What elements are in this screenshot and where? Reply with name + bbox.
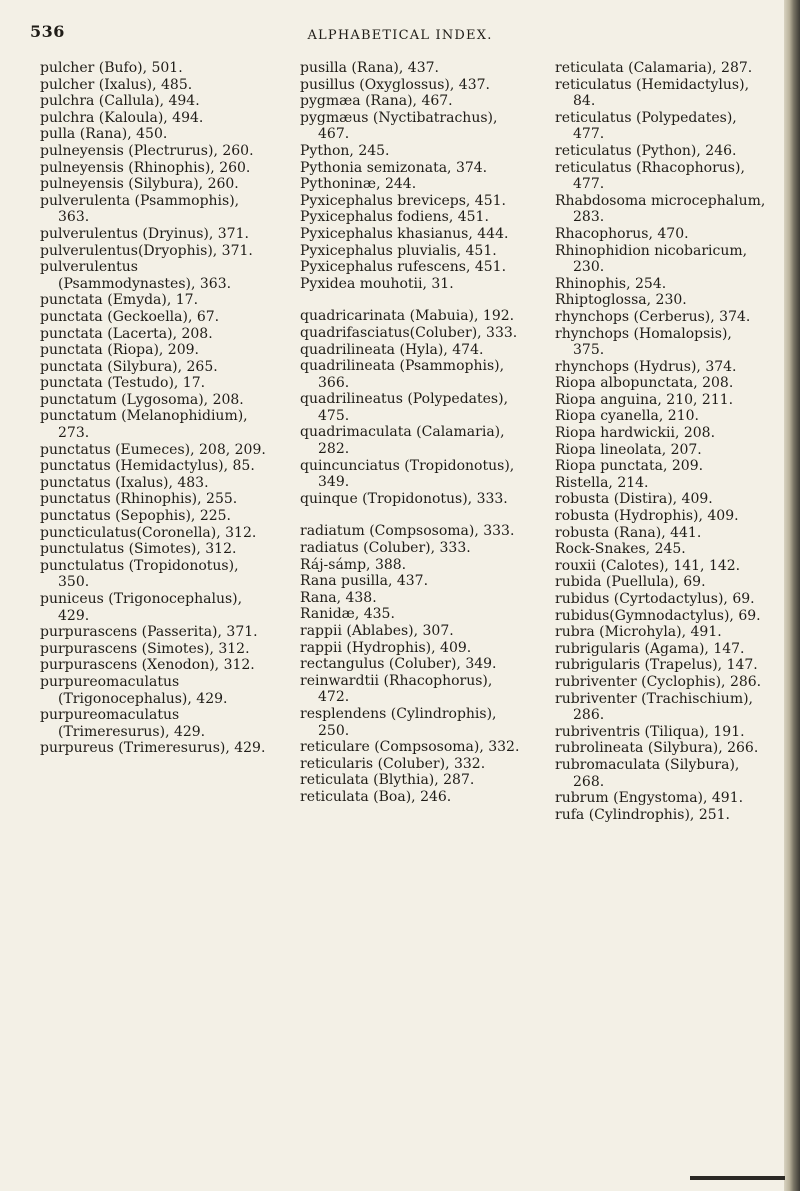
index-entry: rufa (Cylindrophis), 251.: [555, 806, 730, 823]
index-entry: rhynchops (Hydrus), 374.: [555, 358, 737, 375]
index-entry: robusta (Distira), 409.: [555, 491, 713, 508]
index-entry: Riopa anguina, 210, 211.: [555, 391, 734, 408]
index-entry: rubriventer (Cyclophis), 286.: [555, 673, 762, 690]
index-entry: pulverulentus(Dryophis), 371.: [40, 242, 253, 259]
index-entry: pusilla (Rana), 437.: [300, 60, 439, 76]
index-entry: quincunciatus (Tropidonotus), 349.: [300, 457, 515, 491]
book-edge: [784, 0, 800, 1191]
index-entry: Rana pusilla, 437.: [300, 573, 429, 590]
index-entry: quadricarinata (Mabuia), 192.: [300, 308, 515, 325]
index-entry: rubra (Microhyla), 491.: [555, 624, 722, 641]
index-entry: pulla (Rana), 450.: [40, 126, 168, 143]
index-entry: rubidus (Cyrtodactylus), 69.: [555, 591, 755, 607]
index-entry: reticulatus (Hemidactylus), 84.: [555, 76, 750, 110]
index-entry: robusta (Rana), 441.: [555, 524, 702, 541]
index-entry: rappii (Ablabes), 307.: [300, 623, 454, 639]
index-entry: pusillus (Oxyglossus), 437.: [300, 76, 490, 93]
index-entry: Rana, 438.: [300, 589, 377, 606]
index-entry: punctata (Testudo), 17.: [40, 375, 206, 392]
index-entry: purpureomaculatus (Trimeresurus), 429.: [40, 707, 206, 740]
index-entry: reticulatus (Rhacophorus), 477.: [555, 159, 745, 193]
index-entry: punctatus (Eumeces), 208, 209.: [40, 441, 266, 458]
index-entry: Pyxicephalus khasianus, 444.: [300, 225, 509, 242]
index-entry: punctulatus (Simotes), 312.: [40, 541, 237, 558]
index-entry: rhynchops (Homalopsis), 375.: [555, 325, 732, 359]
index-entry: rubrigularis (Trapelus), 147.: [555, 657, 758, 674]
index-entry: pulneyensis (Silybura), 260.: [40, 176, 239, 193]
index-entry: Python, 245.: [300, 142, 390, 159]
section-spacer: [300, 292, 525, 308]
index-entry: pulchra (Callula), 494.: [40, 93, 200, 110]
index-entry: pulcher (Ixalus), 485.: [40, 76, 193, 93]
index-entry: punctatum (Melanophidium), 273.: [40, 408, 248, 442]
index-entry: pygmæus (Nyctibatrachus), 467.: [300, 109, 498, 143]
index-entry: Riopa lineolata, 207.: [555, 441, 702, 458]
index-entry: reticulata (Boa), 246.: [300, 788, 452, 805]
index-entry: reticulata (Calamaria), 287.: [555, 60, 753, 76]
index-entry: punctatum (Lygosoma), 208.: [40, 391, 244, 408]
index-entry: rouxii (Calotes), 141, 142.: [555, 557, 741, 574]
index-entry: pulverulentus (Dryinus), 371.: [40, 225, 249, 242]
index-entry: reticulatus (Polypedates), 477.: [555, 109, 737, 143]
index-entry: resplendens (Cylindrophis), 250.: [300, 705, 497, 739]
index-entry: quadrimaculata (Calamaria), 282.: [300, 424, 505, 458]
index-column-right: [555, 60, 767, 823]
index-entry: rhynchops (Cerberus), 374.: [555, 308, 751, 325]
index-entry: rubromaculata (Silybura), 268.: [555, 756, 740, 790]
bottom-edge-mark: [690, 1176, 785, 1180]
index-entry: punctata (Emyda), 17.: [40, 292, 199, 309]
index-entry: Riopa hardwickii, 208.: [555, 425, 716, 442]
index-entry: punctata (Geckoella), 67.: [40, 308, 220, 325]
index-entry: rubida (Puellula), 69.: [555, 574, 706, 591]
index-entry: radiatum (Compsosoma), 333.: [300, 523, 515, 540]
index-entry: Pyxicephalus pluvialis, 451.: [300, 242, 497, 259]
index-entry: puncticulatus(Coronella), 312.: [40, 524, 257, 541]
index-entry: Pyxicephalus breviceps, 451.: [300, 192, 506, 209]
index-entry: quadrilineata (Hyla), 474.: [300, 341, 484, 358]
index-entry: rubriventris (Tiliqua), 191.: [555, 723, 745, 740]
index-entry: puniceus (Trigonocephalus), 429.: [40, 591, 243, 624]
index-entry: purpureomaculatus (Trigonocephalus), 429.: [40, 673, 228, 707]
index-entry: rubidus(Gymnodactylus), 69.: [555, 607, 761, 624]
index-entry: purpurascens (Xenodon), 312.: [40, 657, 255, 674]
index-entry: reticularis (Coluber), 332.: [300, 755, 486, 772]
index-entry: punctatus (Sepophis), 225.: [40, 508, 231, 525]
index-entry: purpureus (Trimeresurus), 429.: [40, 740, 266, 757]
index-entry: punctatus (Ixalus), 483.: [40, 474, 209, 491]
index-entry: reinwardtii (Rhacophorus), 472.: [300, 672, 493, 706]
index-entry: rectangulus (Coluber), 349.: [300, 656, 497, 673]
page-number: 536: [30, 22, 65, 41]
index-entry: rappii (Hydrophis), 409.: [300, 639, 472, 656]
index-entry: Pythonia semizonata, 374.: [300, 159, 488, 176]
index-entry: Pyxidea mouhotii, 31.: [300, 275, 454, 292]
index-entry: quadrifasciatus(Coluber), 333.: [300, 324, 518, 341]
running-title: ALPHABETICAL INDEX.: [307, 28, 493, 43]
index-entry: Rhinophis, 254.: [555, 275, 667, 292]
section-spacer: [300, 507, 525, 523]
index-entry: pulverulenta (Psammophis), 363.: [40, 192, 240, 226]
index-entry: rubrolineata (Silybura), 266.: [555, 740, 759, 757]
index-entry: punctatus (Hemidactylus), 85.: [40, 458, 255, 475]
index-entry: Rhiptoglossa, 230.: [555, 292, 687, 309]
index-entry: Rock-Snakes, 245.: [555, 541, 686, 558]
index-entry: quinque (Tropidonotus), 333.: [300, 490, 508, 507]
index-entry: robusta (Hydrophis), 409.: [555, 508, 739, 525]
index-entry: pulcher (Bufo), 501.: [40, 60, 183, 76]
index-entry: Rhinophidion nicobaricum, 230.: [555, 242, 748, 276]
index-entry: reticulata (Blythia), 287.: [300, 772, 475, 789]
index-entry: Ranidæ, 435.: [300, 606, 395, 623]
index-entry: radiatus (Coluber), 333.: [300, 540, 471, 557]
index-entry: Riopa punctata, 209.: [555, 458, 704, 475]
index-entry: rubriventer (Trachischium), 286.: [555, 690, 754, 724]
index-entry: quadrilineatus (Polypedates), 475.: [300, 391, 509, 424]
index-entry: Ráj-sámp, 388.: [300, 556, 407, 573]
index-entry: reticulare (Compsosoma), 332.: [300, 739, 520, 756]
index-entry: punctata (Silybura), 265.: [40, 358, 218, 375]
index-entry: Rhacophorus, 470.: [555, 225, 689, 242]
index-entry: pulneyensis (Plectrurus), 260.: [40, 142, 254, 159]
index-entry: punctata (Riopa), 209.: [40, 342, 199, 359]
index-entry: pulneyensis (Rhinophis), 260.: [40, 159, 251, 176]
index-entry: purpurascens (Simotes), 312.: [40, 640, 250, 657]
index-entry: Riopa albopunctata, 208.: [555, 375, 734, 392]
index-entry: punctata (Lacerta), 208.: [40, 325, 213, 342]
index-entry: Riopa cyanella, 210.: [555, 408, 699, 425]
index-entry: Rhabdosoma microcephalum, 283.: [555, 192, 766, 226]
index-entry: rubrum (Engystoma), 491.: [555, 790, 744, 807]
index-entry: reticulatus (Python), 246.: [555, 142, 737, 159]
index-entry: punctatus (Rhinophis), 255.: [40, 491, 238, 508]
index-entry: Pyxicephalus rufescens, 451.: [300, 259, 507, 276]
index-column-middle: [300, 60, 525, 806]
index-entry: pulchra (Kaloula), 494.: [40, 109, 204, 126]
index-entry: purpurascens (Passerita), 371.: [40, 624, 258, 641]
index-column-left: [40, 60, 270, 757]
index-entry: Ristella, 214.: [555, 474, 649, 491]
index-entry: Pythoninæ, 244.: [300, 176, 417, 193]
index-entry: Pyxicephalus fodiens, 451.: [300, 209, 489, 226]
index-entry: quadrilineata (Psammophis), 366.: [300, 358, 505, 391]
index-entry: punctulatus (Tropidonotus), 350.: [40, 557, 239, 591]
index-entry: pygmæa (Rana), 467.: [300, 93, 453, 110]
index-entry: rubrigularis (Agama), 147.: [555, 640, 745, 657]
index-entry: pulverulentus (Psammodynastes), 363.: [40, 259, 232, 292]
